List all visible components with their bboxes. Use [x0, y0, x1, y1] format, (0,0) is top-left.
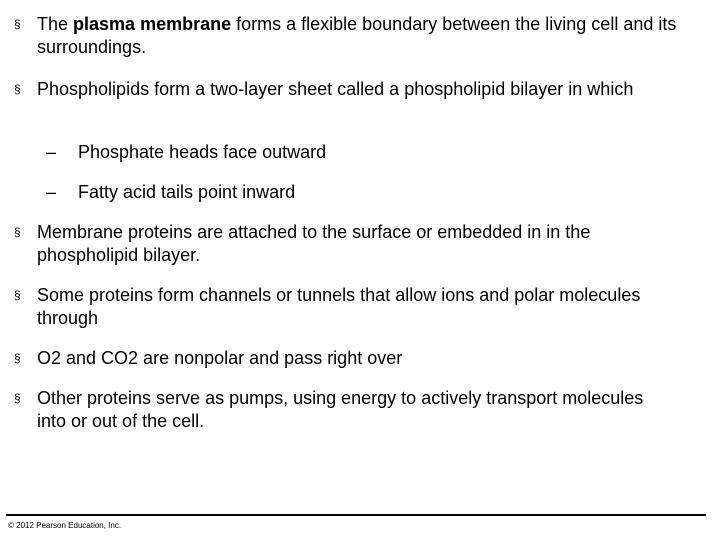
sub-bullet-phosphate-heads: [46, 141, 678, 164]
bullet-phospholipids: [14, 78, 677, 101]
bullet-marker: §: [14, 288, 21, 302]
sub-bullet-text: Fatty acid tails point inward: [78, 182, 296, 202]
bullet-text-suffix: forms a flexible boundary between the living cell and its surroundings.: [37, 14, 677, 57]
sub-bullet-text: Phosphate heads face outward: [78, 142, 327, 162]
footer-divider: [6, 514, 706, 516]
bullet-marker: §: [14, 225, 21, 239]
bullet-marker: §: [14, 82, 21, 96]
sub-bullet-marker: –: [46, 182, 57, 202]
sub-bullet-fatty-acid-tails: [46, 181, 678, 204]
bullet-bold-term: plasma membrane: [73, 14, 232, 34]
bullet-plasma-membrane: [14, 13, 677, 59]
bullet-marker: §: [14, 391, 21, 405]
bullet-text: Membrane proteins are attached to the surface or embedded in in the phospholipid bilayer.: [37, 222, 591, 265]
bullet-pumps: [14, 387, 677, 433]
bullet-text: Phospholipids form a two-layer sheet called a phospholipid bilayer in which: [37, 79, 634, 99]
bullet-text: Some proteins form channels or tunnels that allow ions and polar molecules through: [37, 285, 641, 328]
bullet-membrane-proteins: [14, 221, 677, 267]
bullet-text: Other proteins serve as pumps, using energy to actively transport molecules into or out of the cell.: [37, 388, 644, 431]
bullet-marker: §: [14, 351, 21, 365]
bullet-text-prefix: The: [37, 14, 74, 34]
sub-bullet-marker: –: [46, 142, 57, 162]
bullet-channels: [14, 284, 677, 330]
bullet-text: O2 and CO2 are nonpolar and pass right over: [37, 348, 403, 368]
copyright-notice: © 2012 Pearson Education, Inc.: [8, 521, 122, 530]
bullet-marker: §: [14, 17, 21, 31]
bullet-nonpolar: [14, 347, 677, 370]
